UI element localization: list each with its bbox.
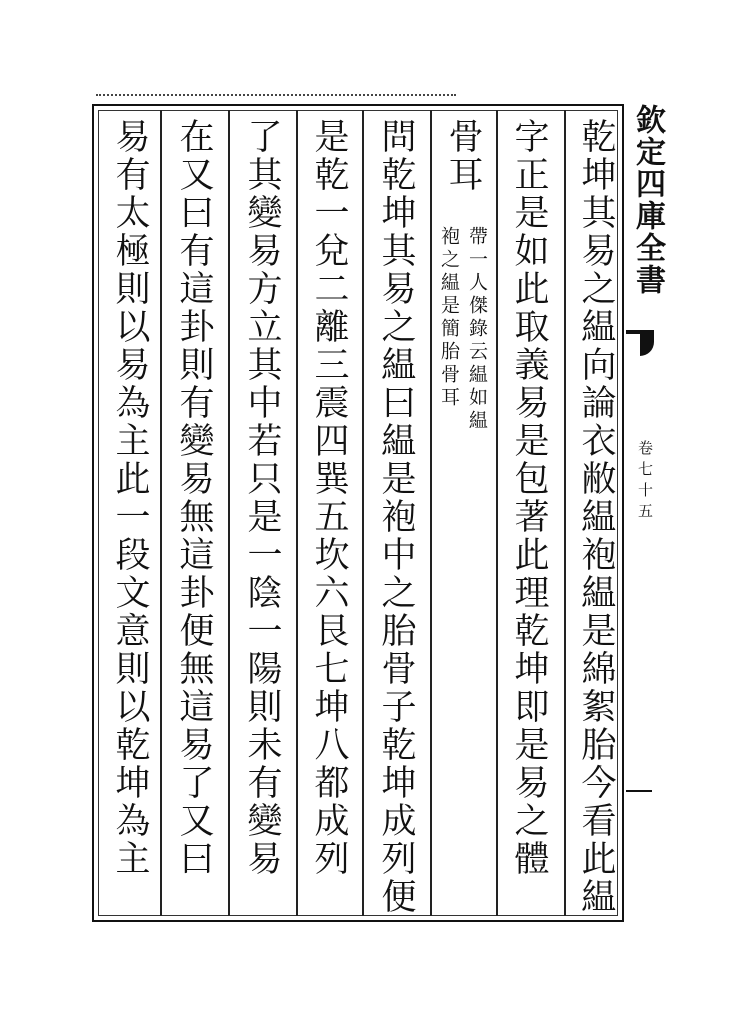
text-column-8: 易有太極則以易為主此一段文意則以乾坤為主: [110, 118, 150, 878]
text-column-4: 問乾坤其易之緼曰緼是袍中之胎骨子乾坤成列便: [376, 118, 416, 916]
column-rule: [362, 110, 364, 916]
top-dotted-edge: [96, 94, 456, 102]
column-rule: [228, 110, 230, 916]
text-column-3-main: 骨耳: [443, 118, 483, 194]
text-column-6: 了其變易方立其中若只是一陰一陽則未有變易: [242, 118, 282, 878]
column-rule: [564, 110, 566, 916]
annotation-column-right: 帶一人傑錄云緼如緼: [466, 226, 488, 433]
text-column-5: 是乾一兌二離三震四巽五坎六艮七坤八都成列: [309, 118, 349, 878]
text-column-2: 字正是如此取義易是包著此理乾坤即是易之體: [509, 118, 549, 878]
text-column-1: 乾坤其易之緼向論衣敝緼袍緼是綿絮胎今看此緼: [576, 118, 616, 916]
column-rule: [160, 110, 162, 916]
volume-label: 卷七十五: [636, 440, 654, 524]
column-rule: [496, 110, 498, 916]
text-column-7: 在又曰有這卦則有變易無這卦便無這易了又曰: [174, 118, 214, 878]
book-title: 欽定四庫全書: [630, 104, 665, 296]
annotation-column-left: 袍之緼是簡胎骨耳: [438, 226, 460, 410]
column-rule: [296, 110, 298, 916]
column-rule: [430, 110, 432, 916]
margin-rule: [626, 790, 652, 792]
